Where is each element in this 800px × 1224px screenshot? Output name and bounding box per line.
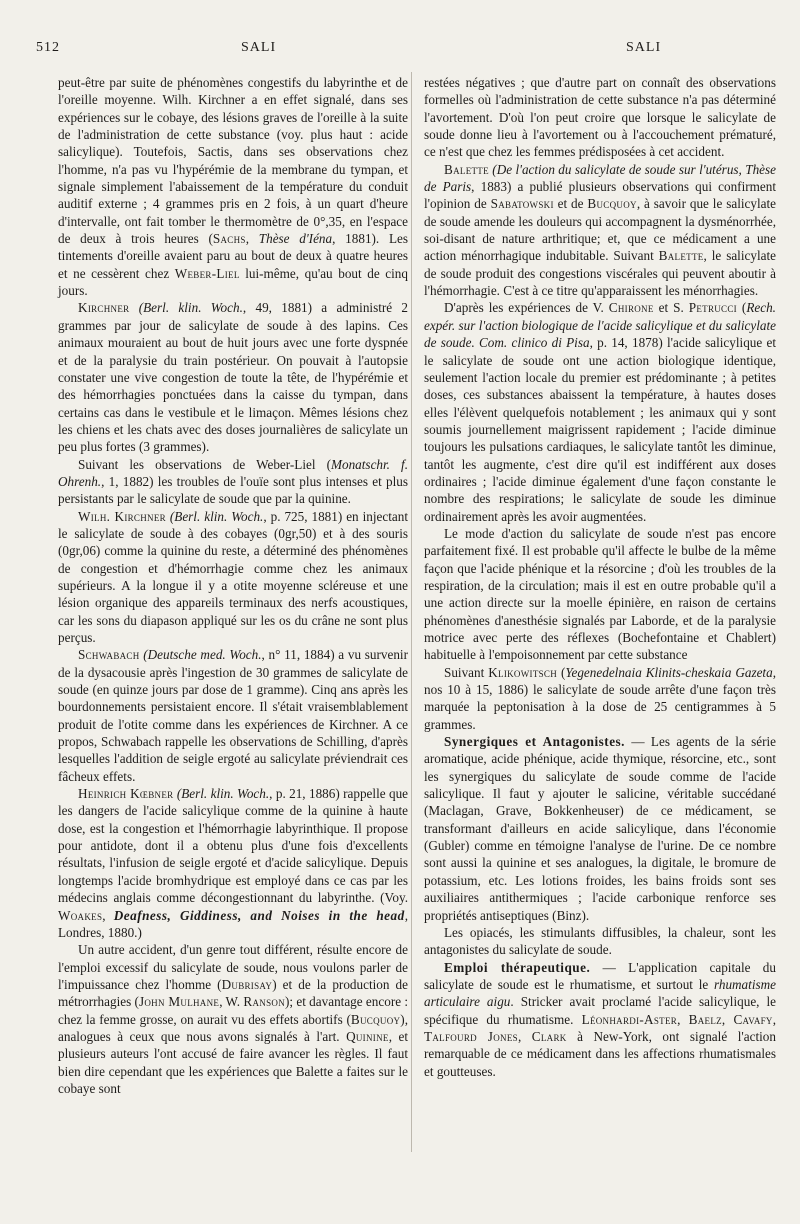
paragraph: Heinrich Kœbner (Berl. klin. Woch., p. 21, 1886) rappelle que les dangers de l'acide salicylique comme de la quinine à haute dose, est la congestion et l'hémorrhagie labyrinthique. Il propose pour antidote, dont il a obtenu plus d'une fois d'excellents résultats, l'infusion de seigle ergoté et d'acide salicylique. Depuis longtemps l'acide bromhydrique est employé dans ce cas par les médecins anglais comme décongestionnant du labyrinthe. (Voy. Woakes, Deafness, Giddiness, and Noises in the head, Londres, 1880.)	[58, 786, 409, 940]
paragraph: restées négatives ; que d'autre part on connaît des observations formelles où l'administration de cette substance n'a pas déterminé l'avortement. D'où l'on peut croire que lorsque le salicylate de soude donne lieu à l'avortement ou à l'accouchement prématuré, ce n'est que chez les femmes prédisposées à cet accident.	[424, 75, 776, 160]
running-head	[36, 40, 764, 62]
left-column	[58, 74, 408, 1097]
section-paragraph: Emploi thérapeutique. — L'application capitale du salicylate de soude est le rhumatisme, et surtout le rhumatisme articulaire aigu. Stricker avait proclamé l'acide salicylique, le spécifique du rhumatisme. Léonhardi-Aster, Baelz, Cavafy, Talfourd Jones, Clark à New-York, ont signalé l'action remarquable de ce médicament dans les affections rhumatismales et goutteuses.	[424, 959, 777, 1079]
left-headword: SALI	[241, 40, 277, 55]
paragraph: Balette (De l'action du salicylate de soude sur l'utérus, Thèse de Paris, 1883) a publié plusieurs observations qui confirment l'opinion de Sabatowski et de Bucquoy, à savoir que le salicylate de soude amende les douleurs qui accompagnent la dysménorrhée, soi-disant de nature arthritique; et, que ce médicament a une action ménorrhagique indubitable. Suivant Balette, le salicylate de soude produit des congestions viscérales qui peuvent aboutir à l'hémorrhagie. C'est à ce titre qu'apparaissent les ménorrhagies.	[424, 161, 777, 299]
paragraph: Suivant les observations de Weber-Liel (Monatschr. f. Ohrenh., 1, 1882) les troubles de l'ouïe sont plus intenses et plus persistants par le salicylate de soude que par la quinine.	[58, 456, 409, 507]
paragraph: Kirchner (Berl. klin. Woch., 49, 1881) a administré 2 grammes par jour de salicylate de soude à des lapins. Ces animaux mouraient au bout de huit jours avec une forte dyspnée et de la paralysie du train postérieur. On pouvait à l'autopsie constater une vive congestion de toute la tête, de l'hypérémie et des hémorrhagies ponctuées dans la caisse du tympan, dans certains cas dans le vestibule et le limaçon. Mêmes lésions chez les chiens et les chats avec des doses journalières de salicylate un peu plus fortes (3 grammes).	[58, 300, 408, 455]
section-heading: Synergiques et Antagonistes.	[444, 734, 625, 750]
right-column	[424, 74, 776, 1080]
paragraph: Les opiacés, les stimulants diffusibles, la chaleur, sont les antagonistes du salicylate de soude.	[424, 924, 776, 958]
paragraph: Un autre accident, d'un genre tout différent, résulte encore de l'emploi excessif du salicylate de soude, nous voulons parler de l'impuissance chez l'homme (Dubrisay) et de la production de métrorrhagies (John Mulhane, W. Ranson); et davantage encore : chez la femme grosse, on aurait vu des effets abortifs (Bucquoy), analogues à ceux que nous avons signalés à l'art. Quinine, et plusieurs auteurs l'ont accusé de faire avancer les règles. Il faut bien dire cependant que les expériences que Balette a faites sur le cobaye sont	[58, 942, 409, 1096]
column-divider	[411, 72, 412, 1152]
paragraph: Wilh. Kirchner (Berl. klin. Woch., p. 725, 1881) en injectant le salicylate de soude à des cobayes (0gr,50) et à des souris (0gr,06) comme la quinine du reste, a déterminé des phénomènes de congestion et d'hémorrhagie comme chez les animaux supérieurs. A la longue il y a otite moyenne scléreuse et une lésion organique des appareils terminaux des nerfs acoustiques, car les sons du diapason appliqué sur les os du crâne ne sont plus perçus.	[58, 508, 408, 645]
paragraph: Le mode d'action du salicylate de soude n'est pas encore parfaitement fixé. Il est probable qu'il affecte le bulbe de la même façon que l'acide phénique et la résorcine ; d'où les troubles de la respiration, de la circulation; mais il est en outre probable qu'il a une action directe sur la moelle épinière, en raison de certains phénomènes d'anesthésie signalés par Laborde, et de la paralysie motrice avec perte des réflexes (Bochefontaine et Chablert) habituelle à l'empoisonnement par cette substance	[424, 525, 776, 663]
paragraph: Suivant Klikowitsch (Yegenedelnaia Klinits-cheskaia Gazeta, nos 10 à 15, 1886) le salicylate de soude arrête d'une façon très marquée la peptonisation à la dose de 25 centigrammes à 5 grammes.	[424, 664, 776, 732]
page-number: 512	[36, 40, 60, 55]
paragraph: peut-être par suite de phénomènes congestifs du labyrinthe et de l'oreille moyenne. Wilh. Kirchner a en effet signalé, dans ses expériences sur le cobaye, des lésions graves de l'oreille à la suite de l'administration de cette substance (voy. plus haut : acide salicylique). Toutefois, Sactis, dans ses observations chez l'homme, n'a pas vu l'hypérémie de la membrane du tympan, et signale simplement l'abaissement de la température du conduit auditif externe ; 4 grammes pris en 2 fois, à un quart d'heure d'intervalle, ont fait tomber le thermomètre de 0°,35, en l'espace de deux à trois heures (Sachs, Thèse d'Iéna, 1881). Les tintements d'oreille avaient paru au bout de deux à quatre heures et ne cessèrent chez Weber-Liel lui-même, qu'au bout de cinq jours.	[58, 75, 408, 299]
paragraph: D'après les expériences de V. Chirone et S. Petrucci (Rech. expér. sur l'action biologique de l'acide salicylique et du salicylate de soude. Com. clinico di Pisa, p. 14, 1878) l'acide salicylique et le salicylate de soude ont une action biologique identique, seulement l'action locale du premier est prédominante ; à petites doses, ces substances abaissent la température, à hautes doses elles l'élèvent quelquefois notablement ; les animaux qui y sont soumis journellement maigrissent rapidement ; l'acide diminue toujours les pulsations cardiaques, le salicylate tantôt les diminue, tantôt les augmente, c'est dire qu'il est indifférent aux doses ordinaires ; l'acide diminue également d'une façon constante le nombre des respirations; le salicylate de soude les diminue ordinairement après les avoir augmentées.	[424, 300, 776, 524]
paragraph: Schwabach (Deutsche med. Woch., n° 11, 1884) a vu survenir de la dysacousie après l'ingestion de 30 grammes de salicylate de soude (en quinze jours par dose de 1 gramme). Cinq ans après les bourdonnements persistaient encore. Il s'était vraisemblablement produit de l'otite comme dans les expériences de Kirchner. A ce propos, Schwabach rappelle les observations de Schilling, d'après lesquelles l'addition de seigle ergoté au salicylate préviendrait ces fâcheux effets.	[58, 647, 408, 784]
section-heading: Emploi thérapeutique.	[444, 959, 591, 975]
section-paragraph: Synergiques et Antagonistes. — Les agents de la série aromatique, acide phénique, acide thymique, résorcine, etc., sont les synergiques du salicylate de soude comme de l'acide salicylique. Il faut y ajouter le salicine, véritable succédané (Maclagan, Grave, Bokkenheuser) de ce médicament, se transformant d'ailleurs en acide salicylique, dans l'économie (Gubler) comme en témoigne l'analyse de l'urine. De ce nombre sont aussi la quinine et ses analogues, la digitale, le bromure de potassium, etc. Les lotions froides, les bains froids sont ses auxiliaires antithermiques ; l'acide carbonique renforce ses propriétés antiseptiques (Binz).	[424, 734, 776, 923]
right-headword: SALI	[626, 40, 662, 55]
